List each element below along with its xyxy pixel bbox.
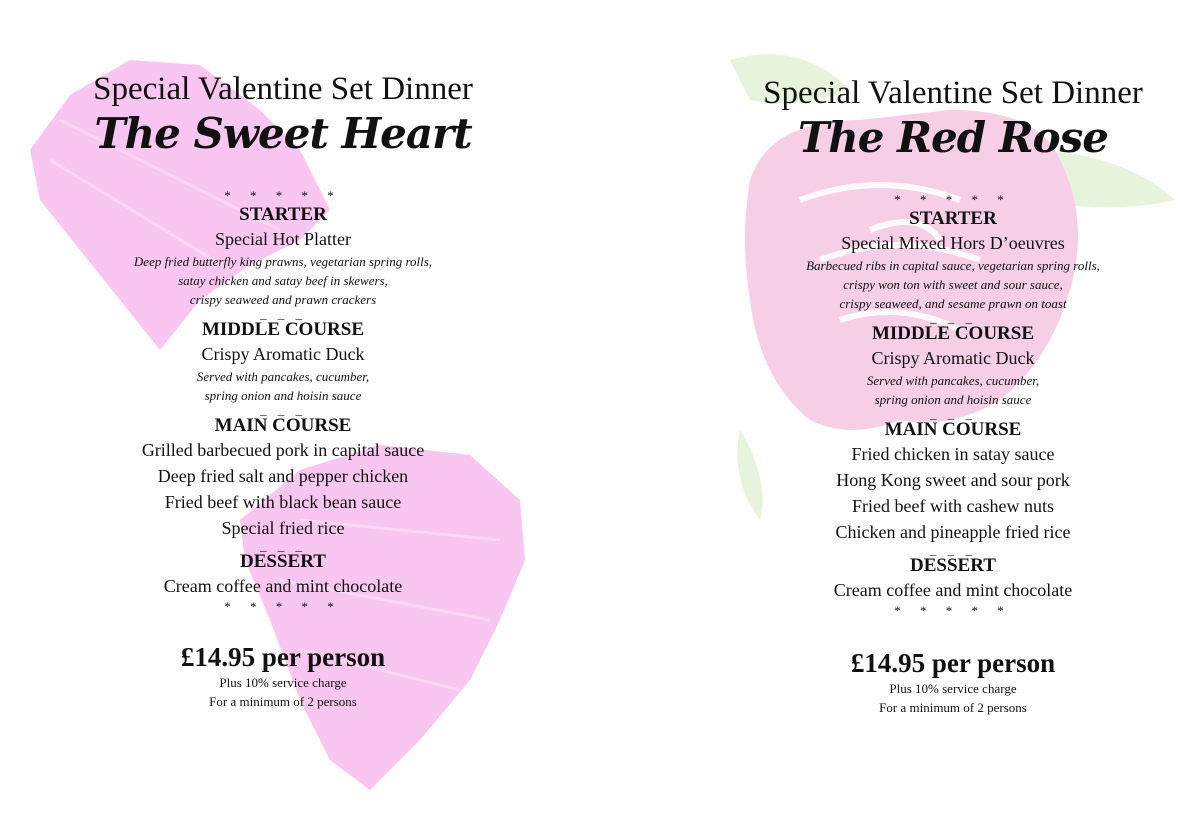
middle-course-title: MIDDLE COURSE xyxy=(871,323,1035,344)
starter-desc-line: Deep fried butterfly king prawns, vegetarian spring rolls, xyxy=(133,254,433,269)
main-course-dish: Fried beef with cashew nuts xyxy=(852,496,1054,516)
middle-course-title: MIDDLE COURSE xyxy=(201,319,365,340)
price: £14.95 per person xyxy=(180,642,386,672)
menu-subtitle: The Red Rose xyxy=(797,113,1109,162)
separator: _ _ _ xyxy=(930,406,976,421)
main-course-dish: Fried chicken in satay sauce xyxy=(851,444,1055,464)
starter-dish: Special Mixed Hors D’oeuvres xyxy=(841,233,1065,253)
starter-desc-line: Barbecued ribs in capital sauce, vegetarian spring rolls, xyxy=(806,258,1100,273)
starter-dish: Special Hot Platter xyxy=(215,229,351,249)
dessert-dish: Cream coffee and mint chocolate xyxy=(163,576,403,596)
starter-desc-line: satay chicken and satay beef in skewers, xyxy=(178,273,388,288)
stars-divider: * * * * * xyxy=(224,599,342,614)
menu-heading: Special Valentine Set Dinner xyxy=(763,75,1143,111)
middle-desc-line: Served with pancakes, cucumber, xyxy=(866,373,1040,388)
starter-title: STARTER xyxy=(909,208,997,229)
dessert-dish: Cream coffee and mint chocolate xyxy=(833,580,1073,600)
service-charge-note: Plus 10% service charge xyxy=(219,675,347,690)
starter-desc-line: crispy won ton with sweet and sour sauce, xyxy=(843,277,1063,292)
main-course-title: MAIN COURSE xyxy=(884,419,1022,440)
stars-divider: * * * * * xyxy=(894,603,1012,618)
middle-course-dish: Crispy Aromatic Duck xyxy=(201,344,365,364)
price: £14.95 per person xyxy=(850,648,1056,678)
main-course-title: MAIN COURSE xyxy=(214,415,352,436)
dessert-title: DESSERT xyxy=(240,551,326,572)
minimum-persons-note: For a minimum of 2 persons xyxy=(879,700,1027,715)
menu-subtitle: The Sweet Heart xyxy=(94,109,472,158)
starter-desc-line: crispy seaweed and prawn crackers xyxy=(189,292,377,307)
separator: _ _ _ xyxy=(930,542,976,557)
menu-heading: Special Valentine Set Dinner xyxy=(93,71,473,107)
minimum-persons-note: For a minimum of 2 persons xyxy=(209,694,357,709)
separator: _ _ _ xyxy=(930,310,976,325)
main-course-dish: Hong Kong sweet and sour pork xyxy=(836,470,1070,490)
middle-desc-line: spring onion and hoisin sauce xyxy=(874,392,1032,407)
stars-divider: * * * * * xyxy=(224,188,342,203)
middle-desc-line: Served with pancakes, cucumber, xyxy=(196,369,370,384)
main-course-dish: Deep fried salt and pepper chicken xyxy=(157,466,409,486)
menu-content xyxy=(0,0,583,711)
menu-red-rose xyxy=(600,0,1200,828)
separator: _ _ _ xyxy=(260,402,306,417)
starter-desc-line: crispy seaweed, and sesame prawn on toast xyxy=(839,296,1067,311)
main-course-dish: Grilled barbecued pork in capital sauce xyxy=(141,440,425,460)
service-charge-note: Plus 10% service charge xyxy=(889,681,1017,696)
main-course-dish: Chicken and pineapple fried rice xyxy=(835,522,1071,542)
middle-desc-line: spring onion and hoisin sauce xyxy=(204,388,362,403)
main-course-dish: Fried beef with black bean sauce xyxy=(164,492,402,512)
dessert-title: DESSERT xyxy=(910,555,996,576)
main-course-dish: Special fried rice xyxy=(221,518,345,538)
middle-course-dish: Crispy Aromatic Duck xyxy=(871,348,1035,368)
starter-title: STARTER xyxy=(239,204,327,225)
separator: _ _ _ xyxy=(260,306,306,321)
stars-divider: * * * * * xyxy=(894,192,1012,207)
separator: _ _ _ xyxy=(260,538,306,553)
menu-content xyxy=(653,0,1200,717)
